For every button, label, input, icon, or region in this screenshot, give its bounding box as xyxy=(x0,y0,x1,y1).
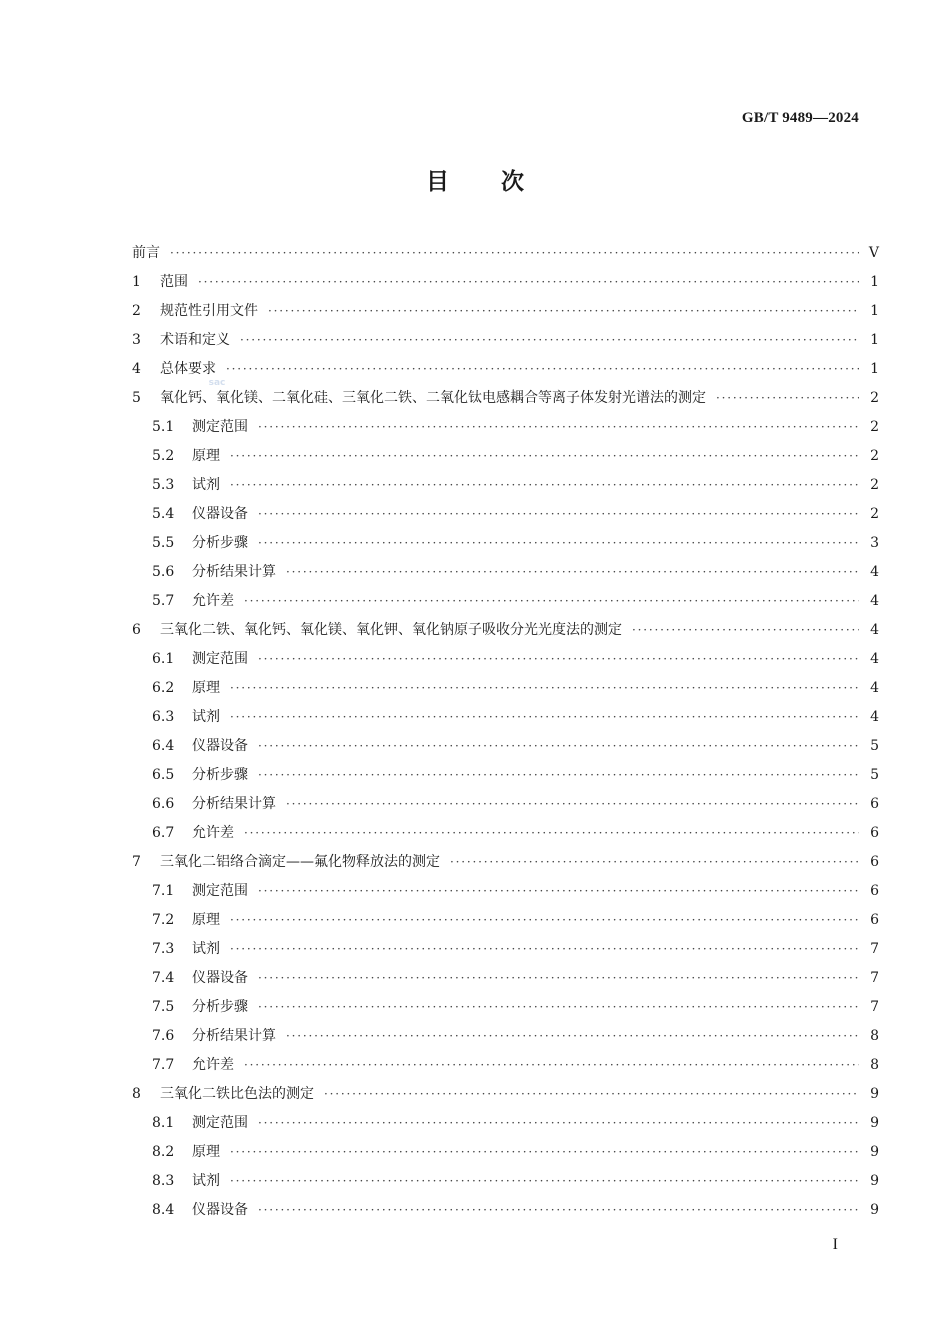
sac-watermark: sac xyxy=(208,378,226,388)
toc-entry[interactable] xyxy=(132,326,879,355)
toc-entry-number: 8.2 xyxy=(152,1144,175,1160)
toc-entry-number: 6 xyxy=(132,622,141,638)
toc-entry-label: 分析结果计算 xyxy=(192,796,276,812)
toc-entry-number: 6.2 xyxy=(152,680,175,696)
toc-entry-label: 仪器设备 xyxy=(192,1202,248,1218)
toc-entry-label: 分析步骤 xyxy=(192,767,248,783)
toc-entry-label: 术语和定义 xyxy=(160,332,230,348)
toc-entry-label: 三氧化二铁、氧化钙、氧化镁、氧化钾、氧化钠原子吸收分光光度法的测定 xyxy=(160,622,622,638)
toc-dot-leader xyxy=(230,471,859,500)
toc-entry-label: 试剂 xyxy=(192,477,220,493)
toc-entry-page: 6 xyxy=(870,912,879,928)
toc-dot-leader xyxy=(230,703,859,732)
toc-dot-leader xyxy=(230,1167,859,1196)
toc-entry-number: 8 xyxy=(132,1086,141,1102)
toc-entry[interactable] xyxy=(132,848,879,877)
toc-dot-leader xyxy=(258,645,859,674)
toc-dot-leader xyxy=(258,1196,859,1225)
toc-dot-leader xyxy=(258,529,859,558)
toc-dot-leader xyxy=(258,993,859,1022)
toc-dot-leader xyxy=(632,616,859,645)
toc-entry-label: 仪器设备 xyxy=(192,738,248,754)
toc-entry-page: 1 xyxy=(870,332,879,348)
toc-entry[interactable] xyxy=(132,1138,879,1167)
toc-entry-page: 9 xyxy=(870,1173,879,1189)
toc-entry[interactable] xyxy=(132,935,879,964)
toc-entry[interactable] xyxy=(132,529,879,558)
toc-entry-page: V xyxy=(868,245,879,261)
toc-entry[interactable] xyxy=(132,964,879,993)
toc-dot-leader xyxy=(258,761,859,790)
toc-entry-label: 原理 xyxy=(192,448,220,464)
toc-dot-leader xyxy=(286,790,859,819)
title-char-2: 次 xyxy=(501,169,524,195)
toc-entry-number: 2 xyxy=(132,303,141,319)
toc-entry[interactable] xyxy=(132,587,879,616)
toc-entry[interactable] xyxy=(132,674,879,703)
toc-entry-label: 允许差 xyxy=(192,1057,234,1073)
table-of-contents xyxy=(132,239,879,1225)
toc-entry[interactable] xyxy=(132,1167,879,1196)
toc-entry-label: 试剂 xyxy=(192,709,220,725)
toc-entry-number: 7.2 xyxy=(152,912,175,928)
toc-entry-number: 5.1 xyxy=(152,419,175,435)
toc-entry[interactable] xyxy=(132,268,879,297)
toc-entry[interactable] xyxy=(132,993,879,1022)
toc-entry-page: 6 xyxy=(870,825,879,841)
toc-entry[interactable] xyxy=(132,819,879,848)
toc-entry-page: 7 xyxy=(870,999,879,1015)
toc-entry-number: 5.3 xyxy=(152,477,175,493)
toc-entry-label: 前言 xyxy=(132,245,160,261)
toc-entry[interactable] xyxy=(132,1022,879,1051)
toc-entry-label: 试剂 xyxy=(192,1173,220,1189)
toc-entry-label: 三氧化二铝络合滴定——氟化物释放法的测定 xyxy=(160,854,440,870)
toc-entry[interactable] xyxy=(132,616,879,645)
toc-dot-leader xyxy=(258,877,859,906)
toc-entry-label: 规范性引用文件 xyxy=(160,303,258,319)
toc-entry[interactable] xyxy=(132,1109,879,1138)
toc-entry-page: 5 xyxy=(870,767,879,783)
toc-entry-page: 4 xyxy=(870,622,879,638)
toc-entry-number: 8.3 xyxy=(152,1173,175,1189)
toc-entry-number: 5.4 xyxy=(152,506,175,522)
toc-entry-label: 原理 xyxy=(192,912,220,928)
toc-dot-leader xyxy=(244,1051,859,1080)
toc-entry-number: 5.6 xyxy=(152,564,175,580)
toc-entry-label: 分析结果计算 xyxy=(192,564,276,580)
toc-entry-label: 分析步骤 xyxy=(192,535,248,551)
toc-entry[interactable] xyxy=(132,790,879,819)
toc-entry-label: 仪器设备 xyxy=(192,970,248,986)
toc-entry[interactable] xyxy=(132,471,879,500)
toc-entry-page: 4 xyxy=(870,593,879,609)
page-title xyxy=(0,163,950,196)
toc-dot-leader xyxy=(244,819,859,848)
toc-entry[interactable] xyxy=(132,645,879,674)
toc-entry-page: 2 xyxy=(870,448,879,464)
toc-entry-label: 允许差 xyxy=(192,593,234,609)
toc-entry-page: 4 xyxy=(870,564,879,580)
toc-dot-leader xyxy=(230,1138,859,1167)
toc-entry-number: 8.1 xyxy=(152,1115,175,1131)
toc-entry-label: 分析结果计算 xyxy=(192,1028,276,1044)
toc-dot-leader xyxy=(258,964,859,993)
toc-entry[interactable] xyxy=(132,384,879,413)
toc-entry-number: 7 xyxy=(132,854,141,870)
toc-entry-number: 7.4 xyxy=(152,970,175,986)
toc-entry-label: 试剂 xyxy=(192,941,220,957)
toc-entry-number: 5.7 xyxy=(152,593,175,609)
toc-entry-number: 7.3 xyxy=(152,941,175,957)
toc-dot-leader xyxy=(230,935,859,964)
toc-dot-leader xyxy=(170,239,859,268)
toc-entry[interactable] xyxy=(132,877,879,906)
toc-entry-page: 5 xyxy=(870,738,879,754)
toc-entry-number: 7.1 xyxy=(152,883,175,899)
toc-entry-number: 5 xyxy=(132,390,141,406)
toc-entry[interactable] xyxy=(132,413,879,442)
toc-entry-number: 7.5 xyxy=(152,999,175,1015)
toc-entry-page: 7 xyxy=(870,941,879,957)
toc-entry[interactable] xyxy=(132,558,879,587)
toc-entry-page: 2 xyxy=(870,390,879,406)
toc-entry[interactable] xyxy=(132,500,879,529)
toc-entry-label: 范围 xyxy=(160,274,188,290)
toc-entry-number: 6.3 xyxy=(152,709,175,725)
toc-entry-page: 1 xyxy=(870,361,879,377)
toc-entry-label: 原理 xyxy=(192,680,220,696)
toc-entry-number: 8.4 xyxy=(152,1202,175,1218)
toc-entry-label: 仪器设备 xyxy=(192,506,248,522)
toc-entry[interactable] xyxy=(132,1080,879,1109)
toc-entry[interactable] xyxy=(132,906,879,935)
toc-dot-leader xyxy=(258,413,859,442)
toc-dot-leader xyxy=(324,1080,859,1109)
toc-entry-page: 9 xyxy=(870,1202,879,1218)
toc-entry-page: 9 xyxy=(870,1086,879,1102)
toc-entry[interactable] xyxy=(132,761,879,790)
toc-entry-page: 8 xyxy=(870,1057,879,1073)
toc-entry-label: 测定范围 xyxy=(192,1115,248,1131)
toc-entry-number: 6.7 xyxy=(152,825,175,841)
toc-entry[interactable] xyxy=(132,355,879,384)
toc-entry-number: 5.2 xyxy=(152,448,175,464)
toc-dot-leader xyxy=(198,268,859,297)
toc-entry-page: 6 xyxy=(870,883,879,899)
toc-entry-number: 7.7 xyxy=(152,1057,175,1073)
toc-entry-page: 8 xyxy=(870,1028,879,1044)
toc-dot-leader xyxy=(258,500,859,529)
toc-entry-label: 测定范围 xyxy=(192,883,248,899)
toc-dot-leader xyxy=(450,848,859,877)
toc-entry-page: 2 xyxy=(870,419,879,435)
toc-entry-page: 3 xyxy=(870,535,879,551)
toc-entry-number: 4 xyxy=(132,361,141,377)
toc-entry-number: 7.6 xyxy=(152,1028,175,1044)
toc-dot-leader xyxy=(258,1109,859,1138)
toc-entry-label: 氧化钙、氧化镁、二氧化硅、三氧化二铁、二氧化钛电感耦合等离子体发射光谱法的测定 xyxy=(160,390,706,406)
toc-entry-page: 4 xyxy=(870,651,879,667)
footer-page-number: I xyxy=(832,1236,838,1253)
toc-entry-page: 6 xyxy=(870,796,879,812)
toc-entry-number: 6.6 xyxy=(152,796,175,812)
toc-entry-label: 分析步骤 xyxy=(192,999,248,1015)
toc-entry-page: 1 xyxy=(870,303,879,319)
toc-dot-leader xyxy=(230,442,859,471)
toc-dot-leader xyxy=(268,297,859,326)
toc-dot-leader xyxy=(716,384,859,413)
standard-code: GB/T 9489—2024 xyxy=(741,110,859,126)
toc-entry-label: 原理 xyxy=(192,1144,220,1160)
toc-entry-page: 9 xyxy=(870,1144,879,1160)
toc-entry-number: 5.5 xyxy=(152,535,175,551)
toc-entry-page: 2 xyxy=(870,506,879,522)
toc-entry-page: 6 xyxy=(870,854,879,870)
toc-entry-number: 6.5 xyxy=(152,767,175,783)
toc-entry[interactable] xyxy=(132,239,879,268)
toc-entry[interactable] xyxy=(132,1196,879,1225)
toc-entry-page: 2 xyxy=(870,477,879,493)
toc-entry-label: 测定范围 xyxy=(192,419,248,435)
toc-entry-number: 3 xyxy=(132,332,141,348)
toc-entry[interactable] xyxy=(132,442,879,471)
toc-dot-leader xyxy=(230,674,859,703)
toc-dot-leader xyxy=(230,906,859,935)
toc-entry-label: 允许差 xyxy=(192,825,234,841)
toc-entry-page: 7 xyxy=(870,970,879,986)
toc-dot-leader xyxy=(286,1022,859,1051)
toc-entry-page: 4 xyxy=(870,709,879,725)
toc-entry-number: 6.1 xyxy=(152,651,175,667)
toc-entry-page: 4 xyxy=(870,680,879,696)
toc-entry-label: 测定范围 xyxy=(192,651,248,667)
toc-entry-page: 1 xyxy=(870,274,879,290)
toc-entry-number: 1 xyxy=(132,274,141,290)
toc-entry-page: 9 xyxy=(870,1115,879,1131)
toc-entry[interactable] xyxy=(132,732,879,761)
toc-entry-label: 总体要求 xyxy=(160,361,216,377)
toc-dot-leader xyxy=(240,326,859,355)
toc-dot-leader xyxy=(226,355,859,384)
toc-entry[interactable] xyxy=(132,1051,879,1080)
toc-entry-label: 三氧化二铁比色法的测定 xyxy=(160,1086,314,1102)
toc-dot-leader xyxy=(286,558,859,587)
toc-entry-number: 6.4 xyxy=(152,738,175,754)
toc-dot-leader xyxy=(258,732,859,761)
toc-entry[interactable] xyxy=(132,297,879,326)
toc-dot-leader xyxy=(244,587,859,616)
title-char-1: 目 xyxy=(426,169,449,195)
toc-entry[interactable] xyxy=(132,703,879,732)
